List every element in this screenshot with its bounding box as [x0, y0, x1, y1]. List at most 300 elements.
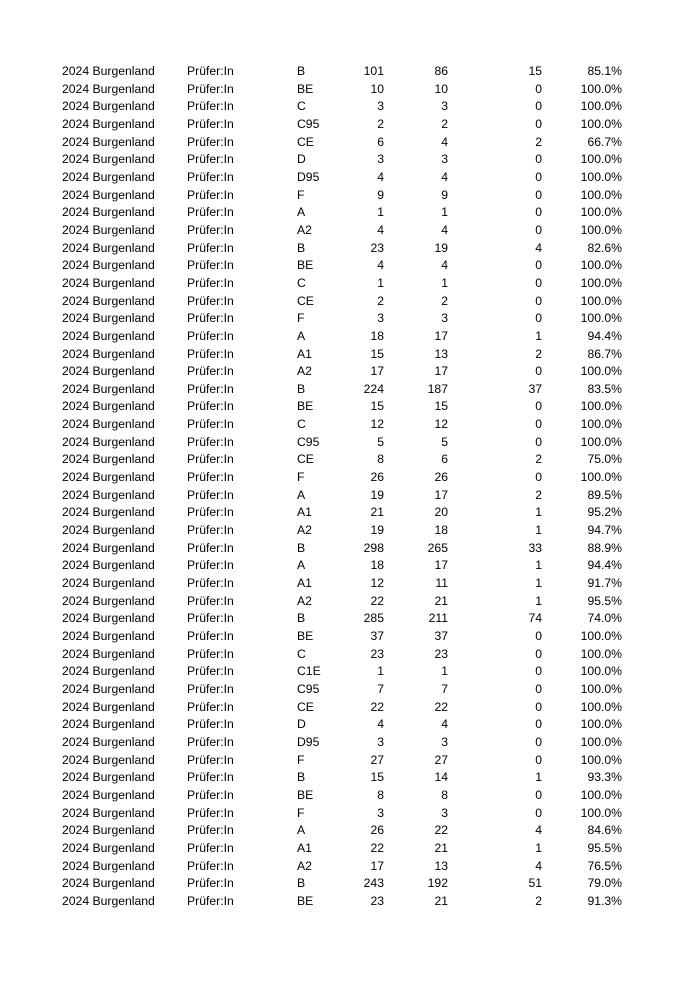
results-table [62, 63, 622, 911]
table-row [62, 293, 622, 311]
failed-cell: 0 [535, 399, 542, 414]
total-cell: 3 [377, 734, 384, 749]
year-region-cell: 2024 Burgenland [62, 381, 155, 396]
examiner-cell: Prüfer:In [187, 523, 234, 538]
pass-rate-cell: 100.0% [580, 258, 622, 273]
license-class-cell: C95 [297, 116, 320, 131]
failed-cell: 0 [535, 169, 542, 184]
year-region-cell: 2024 Burgenland [62, 752, 155, 767]
failed-cell: 0 [535, 222, 542, 237]
examiner-cell: Prüfer:In [187, 858, 234, 873]
year-region-cell: 2024 Burgenland [62, 646, 155, 661]
pass-rate-cell: 95.5% [587, 593, 622, 608]
examiner-cell: Prüfer:In [187, 505, 234, 520]
passed-cell: 13 [434, 346, 448, 361]
pass-rate-cell: 100.0% [580, 116, 622, 131]
failed-cell: 2 [535, 346, 542, 361]
table-row [62, 875, 622, 893]
license-class-cell: C1E [297, 664, 321, 679]
examiner-cell: Prüfer:In [187, 823, 234, 838]
passed-cell: 21 [434, 840, 448, 855]
failed-cell: 1 [535, 770, 542, 785]
pass-rate-cell: 79.0% [587, 876, 622, 891]
examiner-cell: Prüfer:In [187, 346, 234, 361]
pass-rate-cell: 93.3% [587, 770, 622, 785]
failed-cell: 0 [535, 734, 542, 749]
total-cell: 8 [377, 452, 384, 467]
table-row [62, 363, 622, 381]
license-class-cell: B [297, 611, 306, 626]
license-class-cell: A2 [297, 523, 312, 538]
passed-cell: 7 [441, 681, 448, 696]
failed-cell: 0 [535, 434, 542, 449]
year-region-cell: 2024 Burgenland [62, 593, 155, 608]
year-region-cell: 2024 Burgenland [62, 452, 155, 467]
table-row [62, 699, 622, 717]
license-class-cell: B [297, 64, 306, 78]
examiner-cell: Prüfer:In [187, 629, 234, 643]
failed-cell: 1 [535, 523, 542, 538]
examiner-cell: Prüfer:In [187, 434, 234, 449]
passed-cell: 6 [441, 452, 448, 467]
examiner-cell: Prüfer:In [187, 752, 234, 767]
passed-cell: 4 [441, 258, 448, 273]
license-class-cell: CE [297, 699, 314, 714]
year-region-cell: 2024 Burgenland [62, 629, 155, 643]
failed-cell: 0 [535, 646, 542, 661]
pass-rate-cell: 86.7% [587, 346, 622, 361]
pass-rate-cell: 83.5% [587, 381, 622, 396]
total-cell: 27 [370, 752, 384, 767]
table-row [62, 575, 622, 593]
total-cell: 37 [370, 629, 384, 643]
examiner-cell: Prüfer:In [187, 417, 234, 432]
license-class-cell: D95 [297, 169, 320, 184]
license-class-cell: A2 [297, 364, 312, 379]
passed-cell: 4 [441, 134, 448, 149]
license-class-cell: CE [297, 134, 314, 149]
year-region-cell: 2024 Burgenland [62, 328, 155, 343]
total-cell: 224 [363, 381, 384, 396]
year-region-cell: 2024 Burgenland [62, 505, 155, 520]
examiner-cell: Prüfer:In [187, 152, 234, 167]
passed-cell: 3 [441, 99, 448, 114]
failed-cell: 1 [535, 593, 542, 608]
year-region-cell: 2024 Burgenland [62, 293, 155, 308]
year-region-cell: 2024 Burgenland [62, 734, 155, 749]
total-cell: 4 [377, 222, 384, 237]
pass-rate-cell: 85.1% [587, 64, 622, 78]
examiner-cell: Prüfer:In [187, 593, 234, 608]
passed-cell: 18 [434, 523, 448, 538]
total-cell: 19 [370, 523, 384, 538]
license-class-cell: F [297, 470, 305, 485]
pass-rate-cell: 94.7% [587, 523, 622, 538]
year-region-cell: 2024 Burgenland [62, 222, 155, 237]
failed-cell: 0 [535, 717, 542, 732]
license-class-cell: C [297, 99, 306, 114]
failed-cell: 1 [535, 576, 542, 591]
failed-cell: 4 [535, 240, 542, 255]
examiner-cell: Prüfer:In [187, 876, 234, 891]
total-cell: 18 [370, 328, 384, 343]
year-region-cell: 2024 Burgenland [62, 858, 155, 873]
failed-cell: 0 [535, 681, 542, 696]
failed-cell: 0 [535, 805, 542, 820]
license-class-cell: A [297, 823, 306, 838]
total-cell: 285 [363, 611, 384, 626]
failed-cell: 33 [528, 540, 542, 555]
pass-rate-cell: 100.0% [580, 99, 622, 114]
passed-cell: 1 [441, 205, 448, 220]
passed-cell: 20 [434, 505, 448, 520]
failed-cell: 0 [535, 364, 542, 379]
failed-cell: 15 [528, 64, 542, 78]
passed-cell: 21 [434, 593, 448, 608]
year-region-cell: 2024 Burgenland [62, 470, 155, 485]
license-class-cell: B [297, 381, 306, 396]
license-class-cell: C95 [297, 434, 320, 449]
failed-cell: 4 [535, 823, 542, 838]
year-region-cell: 2024 Burgenland [62, 681, 155, 696]
year-region-cell: 2024 Burgenland [62, 699, 155, 714]
examiner-cell: Prüfer:In [187, 699, 234, 714]
license-class-cell: A1 [297, 346, 312, 361]
license-class-cell: A [297, 487, 306, 502]
license-class-cell: A1 [297, 505, 312, 520]
table-row [62, 328, 622, 346]
failed-cell: 2 [535, 487, 542, 502]
pass-rate-cell: 100.0% [580, 399, 622, 414]
license-class-cell: F [297, 805, 305, 820]
license-class-cell: CE [297, 452, 314, 467]
passed-cell: 192 [427, 876, 448, 891]
pass-rate-cell: 100.0% [580, 664, 622, 679]
license-class-cell: A [297, 328, 306, 343]
table-row [62, 416, 622, 434]
failed-cell: 0 [535, 787, 542, 802]
total-cell: 22 [370, 699, 384, 714]
table-row [62, 504, 622, 522]
table-row [62, 540, 622, 558]
total-cell: 21 [370, 505, 384, 520]
table-row [62, 858, 622, 876]
table-row [62, 805, 622, 823]
license-class-cell: CE [297, 293, 314, 308]
results-table-body [62, 63, 622, 911]
total-cell: 298 [363, 540, 384, 555]
passed-cell: 3 [441, 152, 448, 167]
license-class-cell: BE [297, 787, 314, 802]
passed-cell: 13 [434, 858, 448, 873]
license-class-cell: D [297, 717, 306, 732]
passed-cell: 5 [441, 434, 448, 449]
license-class-cell: BE [297, 258, 314, 273]
year-region-cell: 2024 Burgenland [62, 275, 155, 290]
failed-cell: 2 [535, 452, 542, 467]
year-region-cell: 2024 Burgenland [62, 152, 155, 167]
license-class-cell: A [297, 205, 306, 220]
year-region-cell: 2024 Burgenland [62, 717, 155, 732]
table-row [62, 434, 622, 452]
passed-cell: 2 [441, 116, 448, 131]
table-row [62, 204, 622, 222]
examiner-cell: Prüfer:In [187, 328, 234, 343]
table-row [62, 381, 622, 399]
examiner-cell: Prüfer:In [187, 116, 234, 131]
passed-cell: 8 [441, 787, 448, 802]
year-region-cell: 2024 Burgenland [62, 434, 155, 449]
total-cell: 17 [370, 858, 384, 873]
table-row [62, 81, 622, 99]
table-row [62, 275, 622, 293]
pass-rate-cell: 74.0% [587, 611, 622, 626]
examiner-cell: Prüfer:In [187, 452, 234, 467]
year-region-cell: 2024 Burgenland [62, 664, 155, 679]
passed-cell: 10 [434, 81, 448, 96]
total-cell: 6 [377, 134, 384, 149]
examiner-cell: Prüfer:In [187, 399, 234, 414]
license-class-cell: D [297, 152, 306, 167]
table-row [62, 752, 622, 770]
license-class-cell: F [297, 187, 305, 202]
total-cell: 19 [370, 487, 384, 502]
table-row [62, 451, 622, 469]
table-row [62, 893, 622, 911]
table-row [62, 257, 622, 275]
total-cell: 4 [377, 169, 384, 184]
pass-rate-cell: 100.0% [580, 470, 622, 485]
passed-cell: 22 [434, 699, 448, 714]
table-row [62, 398, 622, 416]
passed-cell: 4 [441, 222, 448, 237]
failed-cell: 0 [535, 99, 542, 114]
year-region-cell: 2024 Burgenland [62, 805, 155, 820]
pass-rate-cell: 94.4% [587, 328, 622, 343]
table-row [62, 557, 622, 575]
table-row [62, 663, 622, 681]
pass-rate-cell: 100.0% [580, 152, 622, 167]
examiner-cell: Prüfer:In [187, 487, 234, 502]
passed-cell: 15 [434, 399, 448, 414]
pass-rate-cell: 94.4% [587, 558, 622, 573]
total-cell: 23 [370, 240, 384, 255]
passed-cell: 1 [441, 275, 448, 290]
examiner-cell: Prüfer:In [187, 805, 234, 820]
passed-cell: 17 [434, 487, 448, 502]
total-cell: 22 [370, 593, 384, 608]
total-cell: 2 [377, 293, 384, 308]
failed-cell: 0 [535, 116, 542, 131]
license-class-cell: B [297, 240, 306, 255]
table-row [62, 734, 622, 752]
license-class-cell: B [297, 540, 306, 555]
total-cell: 1 [377, 664, 384, 679]
year-region-cell: 2024 Burgenland [62, 187, 155, 202]
year-region-cell: 2024 Burgenland [62, 364, 155, 379]
pass-rate-cell: 100.0% [580, 681, 622, 696]
pass-rate-cell: 100.0% [580, 699, 622, 714]
pass-rate-cell: 100.0% [580, 629, 622, 643]
year-region-cell: 2024 Burgenland [62, 399, 155, 414]
failed-cell: 51 [528, 876, 542, 891]
license-class-cell: BE [297, 893, 314, 908]
passed-cell: 17 [434, 558, 448, 573]
total-cell: 23 [370, 646, 384, 661]
pass-rate-cell: 100.0% [580, 205, 622, 220]
passed-cell: 22 [434, 823, 448, 838]
year-region-cell: 2024 Burgenland [62, 523, 155, 538]
total-cell: 4 [377, 717, 384, 732]
pass-rate-cell: 100.0% [580, 717, 622, 732]
passed-cell: 19 [434, 240, 448, 255]
total-cell: 3 [377, 99, 384, 114]
pass-rate-cell: 89.5% [587, 487, 622, 502]
pass-rate-cell: 100.0% [580, 293, 622, 308]
examiner-cell: Prüfer:In [187, 770, 234, 785]
examiner-cell: Prüfer:In [187, 381, 234, 396]
license-class-cell: D95 [297, 734, 320, 749]
total-cell: 7 [377, 681, 384, 696]
pass-rate-cell: 75.0% [587, 452, 622, 467]
passed-cell: 21 [434, 893, 448, 908]
year-region-cell: 2024 Burgenland [62, 346, 155, 361]
year-region-cell: 2024 Burgenland [62, 611, 155, 626]
failed-cell: 0 [535, 275, 542, 290]
passed-cell: 12 [434, 417, 448, 432]
failed-cell: 1 [535, 558, 542, 573]
passed-cell: 187 [427, 381, 448, 396]
total-cell: 26 [370, 823, 384, 838]
failed-cell: 0 [535, 152, 542, 167]
license-class-cell: B [297, 876, 306, 891]
pass-rate-cell: 91.3% [587, 893, 622, 908]
pass-rate-cell: 100.0% [580, 275, 622, 290]
license-class-cell: F [297, 752, 305, 767]
year-region-cell: 2024 Burgenland [62, 417, 155, 432]
passed-cell: 17 [434, 364, 448, 379]
total-cell: 2 [377, 116, 384, 131]
failed-cell: 0 [535, 258, 542, 273]
failed-cell: 1 [535, 505, 542, 520]
year-region-cell: 2024 Burgenland [62, 893, 155, 908]
pass-rate-cell: 100.0% [580, 169, 622, 184]
year-region-cell: 2024 Burgenland [62, 205, 155, 220]
pass-rate-cell: 100.0% [580, 81, 622, 96]
passed-cell: 23 [434, 646, 448, 661]
table-row [62, 769, 622, 787]
year-region-cell: 2024 Burgenland [62, 240, 155, 255]
examiner-cell: Prüfer:In [187, 311, 234, 326]
pass-rate-cell: 100.0% [580, 752, 622, 767]
passed-cell: 1 [441, 664, 448, 679]
license-class-cell: C [297, 646, 306, 661]
failed-cell: 0 [535, 629, 542, 643]
year-region-cell: 2024 Burgenland [62, 99, 155, 114]
license-class-cell: BE [297, 81, 314, 96]
table-row [62, 63, 622, 81]
table-row [62, 151, 622, 169]
failed-cell: 0 [535, 187, 542, 202]
table-row [62, 187, 622, 205]
failed-cell: 0 [535, 205, 542, 220]
pass-rate-cell: 91.7% [587, 576, 622, 591]
total-cell: 12 [370, 576, 384, 591]
failed-cell: 37 [528, 381, 542, 396]
year-region-cell: 2024 Burgenland [62, 787, 155, 802]
total-cell: 10 [370, 81, 384, 96]
examiner-cell: Prüfer:In [187, 275, 234, 290]
table-row [62, 116, 622, 134]
license-class-cell: A1 [297, 576, 312, 591]
examiner-cell: Prüfer:In [187, 664, 234, 679]
examiner-cell: Prüfer:In [187, 134, 234, 149]
failed-cell: 0 [535, 664, 542, 679]
failed-cell: 1 [535, 840, 542, 855]
pass-rate-cell: 66.7% [587, 134, 622, 149]
pass-rate-cell: 100.0% [580, 646, 622, 661]
passed-cell: 9 [441, 187, 448, 202]
pass-rate-cell: 88.9% [587, 540, 622, 555]
examiner-cell: Prüfer:In [187, 611, 234, 626]
failed-cell: 0 [535, 470, 542, 485]
license-class-cell: F [297, 311, 305, 326]
pass-rate-cell: 100.0% [580, 311, 622, 326]
passed-cell: 37 [434, 629, 448, 643]
year-region-cell: 2024 Burgenland [62, 134, 155, 149]
passed-cell: 265 [427, 540, 448, 555]
table-row [62, 310, 622, 328]
table-row [62, 610, 622, 628]
year-region-cell: 2024 Burgenland [62, 311, 155, 326]
total-cell: 5 [377, 434, 384, 449]
examiner-cell: Prüfer:In [187, 258, 234, 273]
year-region-cell: 2024 Burgenland [62, 540, 155, 555]
license-class-cell: A2 [297, 593, 312, 608]
table-row [62, 840, 622, 858]
total-cell: 243 [363, 876, 384, 891]
failed-cell: 74 [528, 611, 542, 626]
passed-cell: 14 [434, 770, 448, 785]
examiner-cell: Prüfer:In [187, 787, 234, 802]
year-region-cell: 2024 Burgenland [62, 576, 155, 591]
table-row [62, 646, 622, 664]
examiner-cell: Prüfer:In [187, 205, 234, 220]
table-row [62, 469, 622, 487]
license-class-cell: A2 [297, 222, 312, 237]
passed-cell: 17 [434, 328, 448, 343]
total-cell: 3 [377, 805, 384, 820]
examiner-cell: Prüfer:In [187, 169, 234, 184]
examiner-cell: Prüfer:In [187, 187, 234, 202]
pass-rate-cell: 76.5% [587, 858, 622, 873]
year-region-cell: 2024 Burgenland [62, 64, 155, 78]
year-region-cell: 2024 Burgenland [62, 487, 155, 502]
license-class-cell: A2 [297, 858, 312, 873]
examiner-cell: Prüfer:In [187, 717, 234, 732]
failed-cell: 0 [535, 293, 542, 308]
table-row [62, 169, 622, 187]
license-class-cell: A [297, 558, 306, 573]
year-region-cell: 2024 Burgenland [62, 823, 155, 838]
year-region-cell: 2024 Burgenland [62, 169, 155, 184]
passed-cell: 86 [434, 64, 448, 78]
pass-rate-cell: 100.0% [580, 805, 622, 820]
passed-cell: 211 [428, 611, 448, 626]
failed-cell: 2 [535, 893, 542, 908]
total-cell: 26 [370, 470, 384, 485]
failed-cell: 0 [535, 81, 542, 96]
